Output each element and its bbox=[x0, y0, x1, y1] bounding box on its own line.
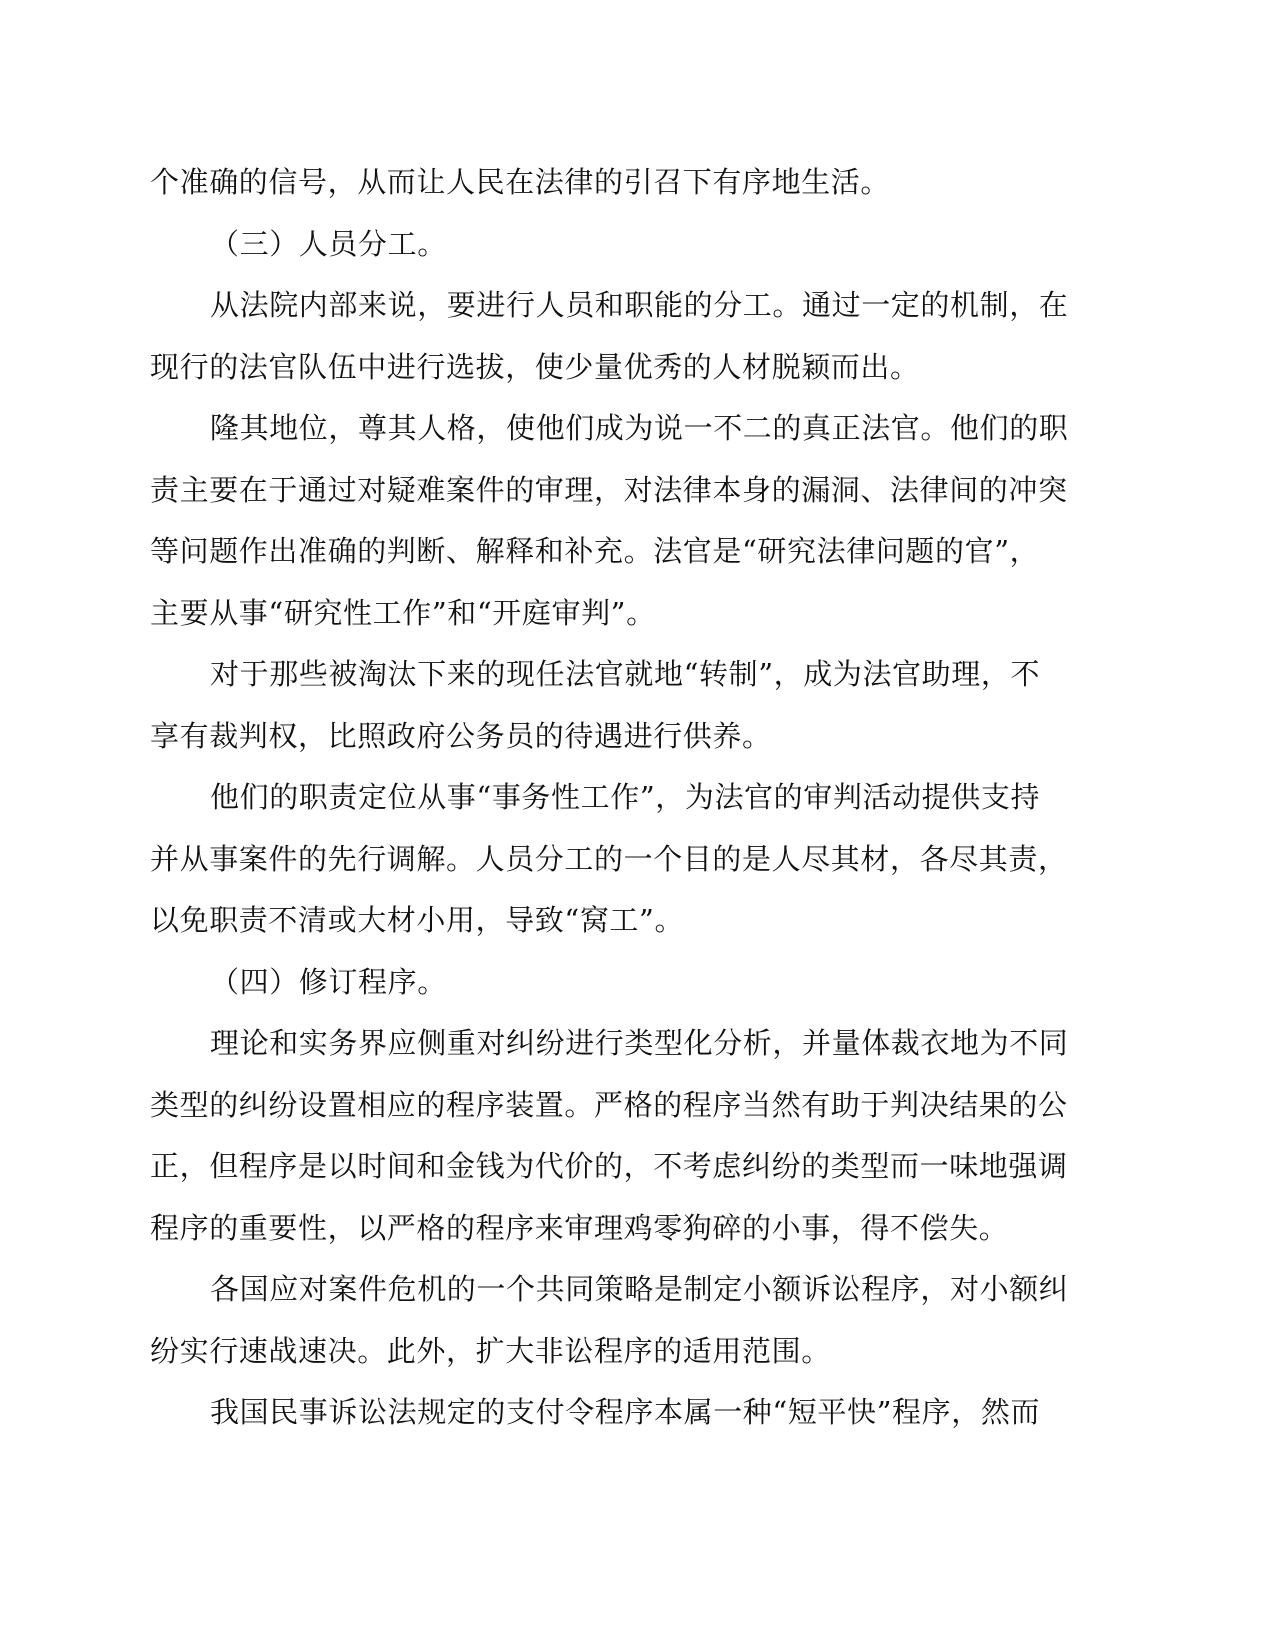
paragraph-8 bbox=[150, 1013, 1120, 1259]
text-line: 理论和实务界应侧重对纠纷进行类型化分析，并量体裁衣地为不同 bbox=[210, 1026, 1069, 1060]
text-line: 等问题作出准确的判断、解释和补充。法官是“研究法律问题的官”， bbox=[150, 534, 1040, 568]
text-line: 个准确的信号，从而让人民在法律的引召下有序地生活。 bbox=[150, 165, 891, 199]
text-line: （三）人员分工。 bbox=[210, 226, 447, 261]
text-line: 以免职责不清或大材小用，导致“窝工”。 bbox=[150, 903, 685, 937]
paragraph-10 bbox=[150, 1382, 1120, 1444]
text-line: 我国民事诉讼法规定的支付令程序本属一种“短平快”程序，然而 bbox=[210, 1395, 1041, 1429]
text-line: 正，但程序是以时间和金钱为代价的，不考虑纠纷的类型而一味地强调 bbox=[150, 1149, 1068, 1183]
text-line: 纷实行速战速决。此外，扩大非讼程序的适用范围。 bbox=[150, 1333, 831, 1368]
text-line: 责主要在于通过对疑难案件的审理，对法律本身的漏洞、法律间的冲突 bbox=[150, 472, 1068, 507]
text-line: 隆其地位，尊其人格，使他们成为说一不二的真正法官。他们的职 bbox=[210, 411, 1069, 445]
paragraph-4 bbox=[150, 398, 1120, 644]
text-line: 对于那些被淘汰下来的现任法官就地“转制”，成为法官助理，不 bbox=[210, 657, 1041, 691]
text-line: 现行的法官队伍中进行选拔，使少量优秀的人材脱颖而出。 bbox=[150, 349, 920, 384]
paragraph-1 bbox=[150, 152, 1120, 214]
text-line: 程序的重要性，以严格的程序来审理鸡零狗碎的小事，得不偿失。 bbox=[150, 1210, 1009, 1245]
text-line: 他们的职责定位从事“事务性工作”，为法官的审判活动提供支持 bbox=[210, 780, 1041, 814]
paragraph-6 bbox=[150, 767, 1120, 952]
document-page bbox=[150, 152, 1120, 1444]
text-line: 从法院内部来说，要进行人员和职能的分工。通过一定的机制，在 bbox=[210, 288, 1069, 322]
text-line: 各国应对案件危机的一个共同策略是制定小额诉讼程序，对小额纠 bbox=[210, 1272, 1069, 1306]
text-line: 类型的纠纷设置相应的程序装置。严格的程序当然有助于判决结果的公 bbox=[150, 1087, 1068, 1122]
text-line: （四）修订程序。 bbox=[210, 964, 447, 999]
text-line: 主要从事“研究性工作”和“开庭审判”。 bbox=[150, 595, 656, 630]
text-line: 享有裁判权，比照政府公务员的待遇进行供养。 bbox=[150, 718, 772, 753]
paragraph-9 bbox=[150, 1259, 1120, 1382]
section-heading-three bbox=[150, 214, 1120, 276]
section-heading-four bbox=[150, 952, 1120, 1014]
paragraph-5 bbox=[150, 644, 1120, 767]
paragraph-3 bbox=[150, 275, 1120, 398]
text-line: 并从事案件的先行调解。人员分工的一个目的是人尽其材，各尽其责， bbox=[150, 841, 1068, 876]
